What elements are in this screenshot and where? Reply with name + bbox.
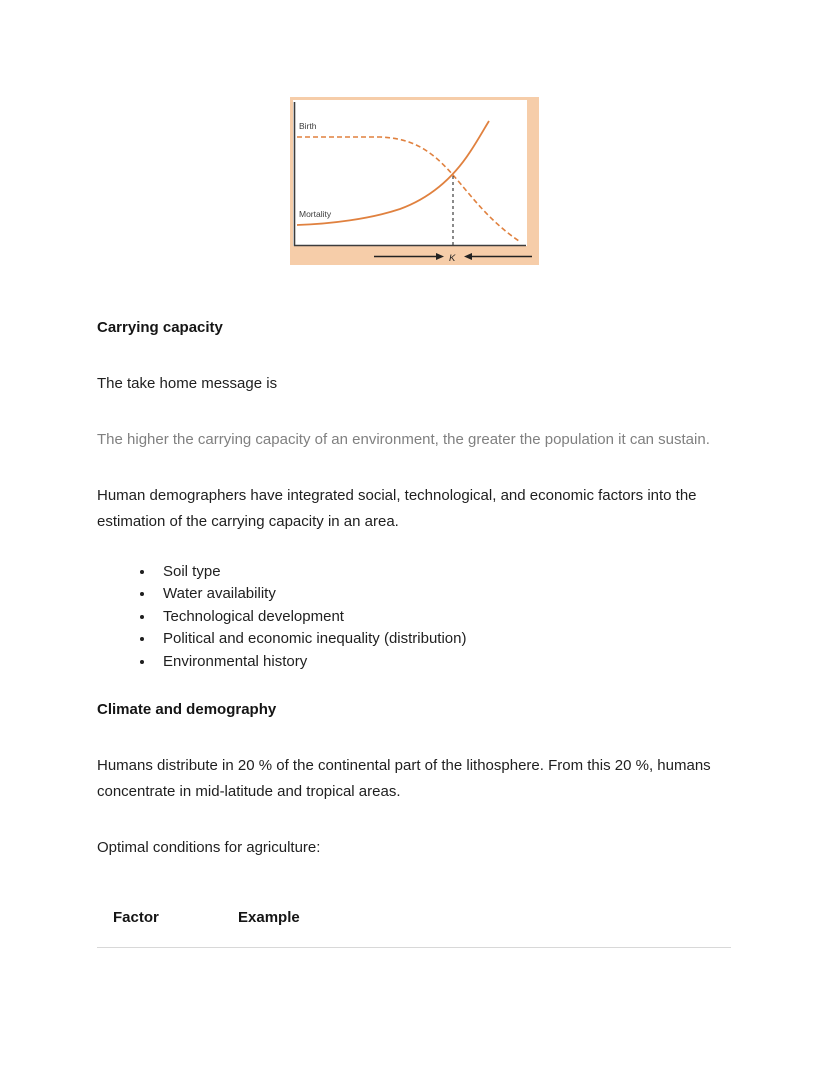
list-item-soil-type: • Soil type bbox=[155, 561, 731, 583]
list-item-political-economic-inequality: • Political and economic inequality (distribution) bbox=[155, 628, 731, 650]
plot-area bbox=[293, 100, 527, 246]
paragraph-agriculture-intro: Optimal conditions for agriculture: bbox=[97, 839, 321, 857]
figure-wrap bbox=[0, 0, 828, 265]
column-header-factor: Factor bbox=[97, 905, 222, 948]
factors-list bbox=[97, 561, 731, 673]
list-item-environmental-history: • Environmental history bbox=[155, 651, 731, 673]
document-body bbox=[97, 315, 731, 948]
paragraph-take-home-intro: The take home message is bbox=[97, 375, 278, 392]
paragraph-distribution: Humans distribute in 20 % of the continental part of the lithosphere. From this 20 %, humans concentrate in mid-latitude and tropical areas. bbox=[97, 757, 711, 801]
list-item-technological-development: • Technological development bbox=[155, 606, 731, 628]
mortality-curve-label: Mortality bbox=[298, 209, 331, 219]
k-axis-label: K bbox=[448, 253, 455, 264]
list-item-water-availability: • Water availability bbox=[155, 583, 731, 605]
birth-curve-label: Birth bbox=[298, 121, 316, 131]
heading-carrying-capacity: Carrying capacity bbox=[97, 319, 223, 336]
population-carrying-capacity-figure bbox=[290, 97, 539, 265]
paragraph-demographers: Human demographers have integrated social, technological, and economic factors into the estimation of the carrying capacity in an area. bbox=[97, 487, 697, 530]
paragraph-take-home-quote: The higher the carrying capacity of an environment, the greater the population it can sustain. bbox=[97, 431, 710, 448]
heading-climate-and-demography: Climate and demography bbox=[97, 701, 277, 719]
factors-table-header-row bbox=[97, 905, 731, 948]
column-header-example: Example bbox=[222, 905, 731, 948]
factors-table bbox=[97, 905, 731, 948]
